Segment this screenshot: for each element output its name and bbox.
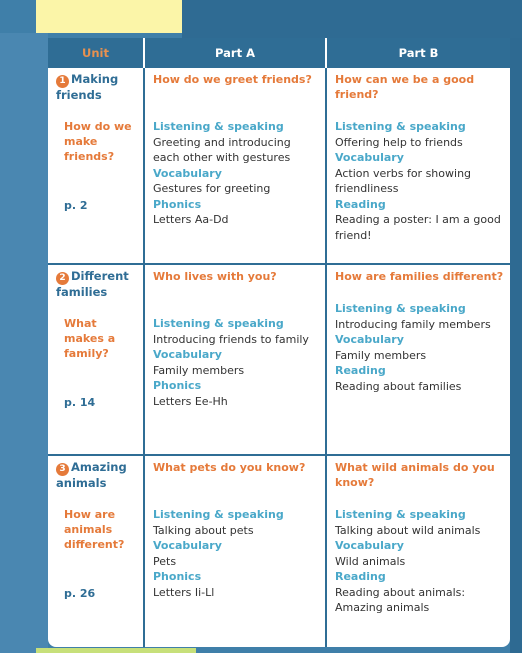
unit-question: What makes a family? — [64, 317, 116, 360]
left-background-band — [0, 33, 48, 653]
part-b-question: How can we be a good friend? — [335, 73, 475, 101]
listening-speaking-text: Talking about pets — [153, 523, 254, 537]
phonics-label: Phonics — [153, 570, 202, 583]
right-page-edge — [510, 38, 522, 653]
listening-speaking-label: Listening & speaking — [153, 508, 284, 521]
reading-text: Reading about families — [335, 379, 462, 393]
contents-table — [48, 38, 510, 647]
vocabulary-label: Vocabulary — [335, 539, 404, 552]
header-row — [48, 38, 510, 68]
vocabulary-label: Vocabulary — [335, 333, 404, 346]
listening-speaking-text: Greeting and introducing each other with gestures — [153, 135, 291, 164]
unit-title: 1 Making friends — [56, 72, 119, 102]
listening-speaking-text: Introducing friends to family — [153, 332, 309, 346]
top-background-band — [182, 0, 522, 38]
part-a-cell — [144, 68, 326, 264]
part-b-cell — [326, 264, 510, 455]
unit-cell — [48, 264, 144, 455]
part-a-question: How do we greet friends? — [153, 73, 312, 86]
listening-speaking-text: Introducing family members — [335, 317, 491, 331]
bottom-green-strip — [36, 648, 196, 653]
unit-number-badge: 2 — [56, 272, 69, 285]
vocabulary-label: Vocabulary — [153, 539, 222, 552]
reading-label: Reading — [335, 197, 386, 211]
listening-speaking-label: Listening & speaking — [335, 120, 466, 133]
unit-number-badge: 3 — [56, 463, 69, 476]
unit-page: p. 2 — [64, 199, 88, 212]
listening-speaking-label: Listening & speaking — [153, 120, 284, 133]
unit-question: How are animals different? — [64, 508, 125, 551]
part-b-question: How are families different? — [335, 270, 504, 283]
phonics-label: Phonics — [153, 379, 202, 392]
unit-title: 3 Amazing animals — [56, 460, 127, 490]
unit-cell — [48, 68, 144, 264]
phonics-text: Letters Aa-Dd — [153, 213, 229, 226]
part-a-cell — [144, 455, 326, 647]
vocabulary-label: Vocabulary — [153, 166, 222, 180]
phonics-label: Phonics — [153, 197, 202, 211]
part-a-column-header: Part A — [144, 38, 326, 68]
part-b-column-header: Part B — [326, 38, 510, 68]
unit-page: p. 14 — [64, 396, 96, 409]
vocabulary-label: Vocabulary — [153, 348, 222, 361]
listening-speaking-text: Talking about wild animals — [335, 523, 481, 537]
listening-speaking-label: Listening & speaking — [335, 508, 466, 521]
listening-speaking-label: Listening & speaking — [153, 317, 284, 330]
reading-text: Reading a poster: I am a good friend! — [335, 213, 501, 242]
unit-number-badge: 1 — [56, 75, 69, 88]
table-row — [48, 455, 510, 647]
vocabulary-text: Action verbs for showing friendliness — [335, 166, 472, 195]
part-b-question: What wild animals do you know? — [335, 461, 495, 489]
vocabulary-text: Wild animals — [335, 554, 406, 568]
vocabulary-text: Family members — [335, 348, 427, 362]
sticky-note-decoration — [36, 0, 182, 33]
part-a-cell — [144, 264, 326, 455]
part-b-cell — [326, 68, 510, 264]
vocabulary-text: Gestures for greeting — [153, 182, 271, 195]
listening-speaking-text: Offering help to friends — [335, 135, 463, 149]
unit-question: How do we make friends? — [64, 120, 132, 163]
table-row — [48, 68, 510, 264]
phonics-text: Letters Ii-Ll — [153, 585, 215, 599]
reading-text: Reading about animals: Amazing animals — [335, 585, 466, 614]
reading-label: Reading — [335, 570, 386, 583]
unit-title: 2 Different families — [56, 269, 129, 299]
table-row — [48, 264, 510, 455]
listening-speaking-label: Listening & speaking — [335, 302, 466, 315]
unit-page: p. 26 — [64, 587, 96, 600]
part-a-question: Who lives with you? — [153, 270, 277, 283]
reading-label: Reading — [335, 364, 386, 377]
unit-cell — [48, 455, 144, 647]
part-b-cell — [326, 455, 510, 647]
part-a-question: What pets do you know? — [153, 461, 306, 474]
vocabulary-text: Family members — [153, 363, 245, 377]
contents-table-card — [48, 38, 510, 647]
unit-column-header: Unit — [48, 38, 144, 68]
vocabulary-label: Vocabulary — [335, 151, 404, 164]
vocabulary-text: Pets — [153, 554, 177, 568]
phonics-text: Letters Ee-Hh — [153, 394, 228, 408]
